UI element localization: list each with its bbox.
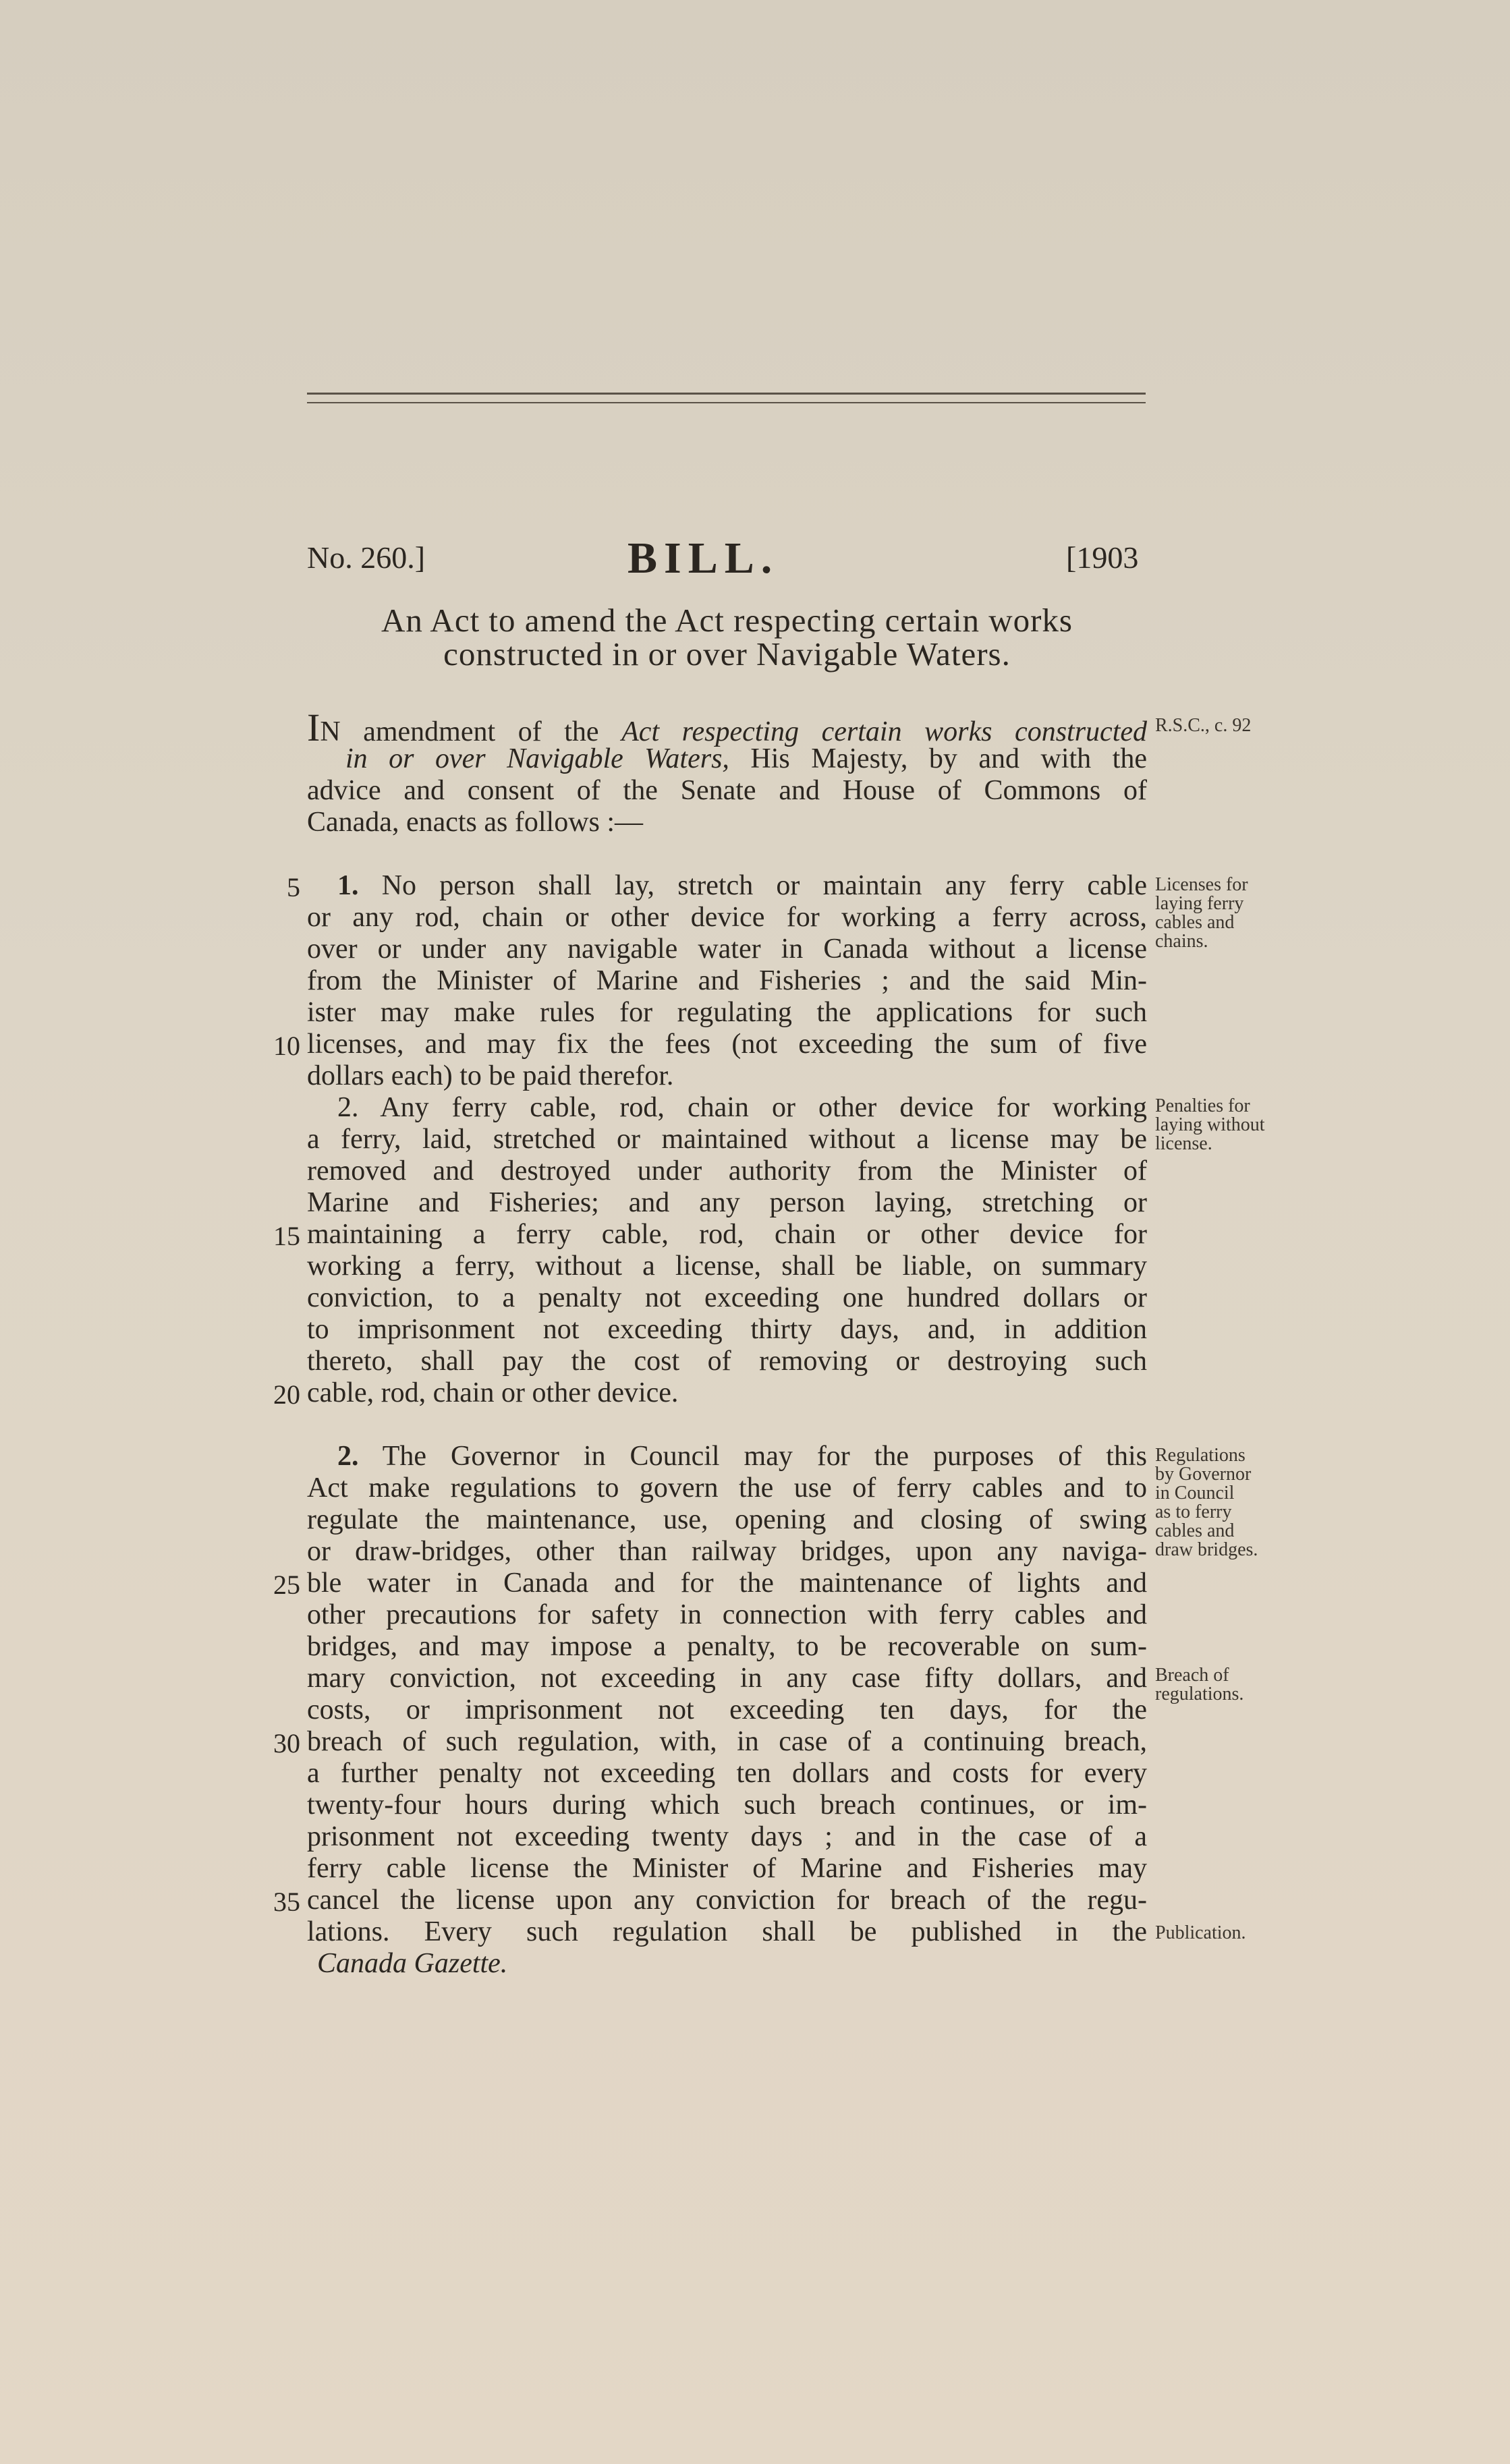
margin-note-line: Penalties for	[1155, 1095, 1250, 1116]
section-2-line: regulate the maintenance, use, opening and closing of swing	[307, 1504, 1147, 1535]
section-2-line: other precautions for safety in connection with ferry cables and	[307, 1599, 1147, 1630]
section-2-line: costs, or imprisonment not exceeding ten days, for the	[307, 1694, 1147, 1725]
section-2-line: prisonment not exceeding twenty days ; and in the case of a	[307, 1821, 1147, 1852]
section-2-line: ble water in Canada and for the maintenance of lights and	[307, 1568, 1147, 1599]
section-1-line: to imprisonment not exceeding thirty days, and, in addition	[307, 1314, 1147, 1345]
section-2-line	[337, 1441, 1147, 1472]
preamble-act-name: Act respecting certain works constructed	[621, 716, 1148, 747]
section-1-line: 2. Any ferry cable, rod, chain or other device for working	[337, 1092, 1147, 1123]
section-1-line: Marine and Fisheries; and any person laying, stretching or	[307, 1187, 1147, 1218]
margin-note-licenses	[1155, 876, 1248, 951]
section-2-line: mary conviction, not exceeding in any case fifty dollars, and	[307, 1663, 1147, 1694]
section-1-line: dollars each) to be paid therefor.	[307, 1060, 674, 1091]
section-text: No person shall lay, stretch or maintain any ferry cable	[381, 870, 1148, 901]
margin-note-line: as to ferry	[1155, 1501, 1232, 1522]
line-number: 25	[273, 1570, 300, 1600]
preamble-act-name: in or over Navigable Waters,	[345, 743, 729, 774]
section-2-line: cancel the license upon any conviction for breach of the regu-	[307, 1885, 1147, 1916]
margin-note-line: laying without	[1155, 1114, 1265, 1135]
section-1-line: licenses, and may fix the fees (not exceeding the sum of five	[307, 1029, 1147, 1060]
preamble-line	[307, 706, 1148, 749]
margin-note-line: by Governor	[1155, 1464, 1252, 1485]
top-rule	[307, 393, 1146, 395]
margin-note-line: Licenses for	[1155, 874, 1248, 895]
margin-note-line: cables and	[1155, 912, 1235, 933]
line-number: 10	[273, 1031, 300, 1061]
section-2-line: or draw-bridges, other than railway bridges, upon any naviga-	[307, 1536, 1147, 1567]
section-1-line: thereto, shall pay the cost of removing or destroying such	[307, 1346, 1147, 1377]
section-text: The Governor in Council may for the purposes of this	[382, 1441, 1147, 1472]
act-title-line: constructed in or over Navigable Waters.	[443, 635, 1011, 672]
section-1-line: removed and destroyed under authority from the Minister of	[307, 1155, 1147, 1186]
section-1-line: or any rod, chain or other device for working a ferry across,	[307, 902, 1147, 933]
bill-number: No. 260.]	[307, 540, 426, 575]
section-2-line	[317, 1948, 1157, 1980]
margin-note-line: cables and	[1155, 1520, 1235, 1541]
section-1-line: a ferry, laid, stretched or maintained without a license may be	[307, 1124, 1147, 1155]
section-1-line: ister may make rules for regulating the applications for such	[307, 997, 1147, 1028]
drop-cap: I	[307, 706, 320, 749]
section-2-line: breach of such regulation, with, in case of a continuing breach,	[307, 1726, 1147, 1757]
preamble-line: Canada, enacts as follows :—	[307, 807, 644, 838]
section-2-line: twenty-four hours during which such breach continues, or im-	[307, 1789, 1147, 1821]
margin-note-line: regulations.	[1155, 1684, 1244, 1704]
preamble-text: His Majesty, by and with the	[729, 743, 1147, 774]
line-number: 15	[273, 1221, 300, 1251]
section-number: 2.	[337, 1441, 359, 1472]
preamble-line: advice and consent of the Senate and House of Commons of	[307, 775, 1147, 806]
section-2-line: Act make regulations to govern the use of ferry cables and to	[307, 1472, 1147, 1503]
margin-note-breach	[1155, 1666, 1243, 1704]
section-1-line: cable, rod, chain or other device.	[307, 1377, 679, 1408]
act-title	[307, 604, 1147, 671]
margin-note-line: in Council	[1155, 1483, 1235, 1503]
section-1-line	[337, 870, 1147, 902]
gazette-name: Canada Gazette.	[317, 1948, 508, 1979]
section-1-line: working a ferry, without a license, shall be liable, on summary	[307, 1251, 1147, 1282]
top-rule-thin	[307, 402, 1146, 403]
section-2-line: ferry cable license the Minister of Marine and Fisheries may	[307, 1853, 1147, 1884]
section-number: 1.	[337, 870, 359, 901]
line-number: 20	[273, 1379, 300, 1410]
section-2-line: lations. Every such regulation shall be published in the	[307, 1916, 1147, 1947]
section-1-line: from the Minister of Marine and Fisheries ; and the said Min-	[307, 965, 1147, 996]
margin-note-regulations	[1155, 1446, 1258, 1559]
section-2-line: bridges, and may impose a penalty, to be recoverable on sum-	[307, 1631, 1147, 1662]
margin-note-line: laying ferry	[1155, 893, 1244, 914]
bill-year: [1903	[1066, 540, 1139, 575]
margin-note-line: Breach of	[1155, 1665, 1229, 1686]
margin-note-line: Regulations	[1155, 1445, 1246, 1466]
margin-note-rsc: R.S.C., c. 92	[1155, 715, 1252, 736]
section-2-line: a further penalty not exceeding ten dollars and costs for every	[307, 1758, 1147, 1789]
section-1-line: maintaining a ferry cable, rod, chain or other device for	[307, 1219, 1147, 1250]
line-number: 5	[287, 872, 300, 902]
act-title-line: An Act to amend the Act respecting certain works	[381, 602, 1073, 639]
line-number: 35	[273, 1887, 300, 1917]
margin-note-line: license.	[1155, 1133, 1212, 1154]
margin-note-penalties	[1155, 1097, 1265, 1153]
preamble-text: N amendment of the	[320, 716, 622, 747]
margin-note-line: chains.	[1155, 931, 1208, 952]
section-1-line: conviction, to a penalty not exceeding one hundred dollars or	[307, 1282, 1147, 1313]
line-number: 30	[273, 1728, 300, 1758]
preamble-line	[345, 743, 1147, 775]
margin-note-publication: Publication.	[1155, 1922, 1246, 1943]
section-1-line: over or under any navigable water in Canada without a license	[307, 934, 1147, 965]
bill-heading: BILL.	[627, 534, 779, 583]
margin-note-line: draw bridges.	[1155, 1539, 1258, 1560]
